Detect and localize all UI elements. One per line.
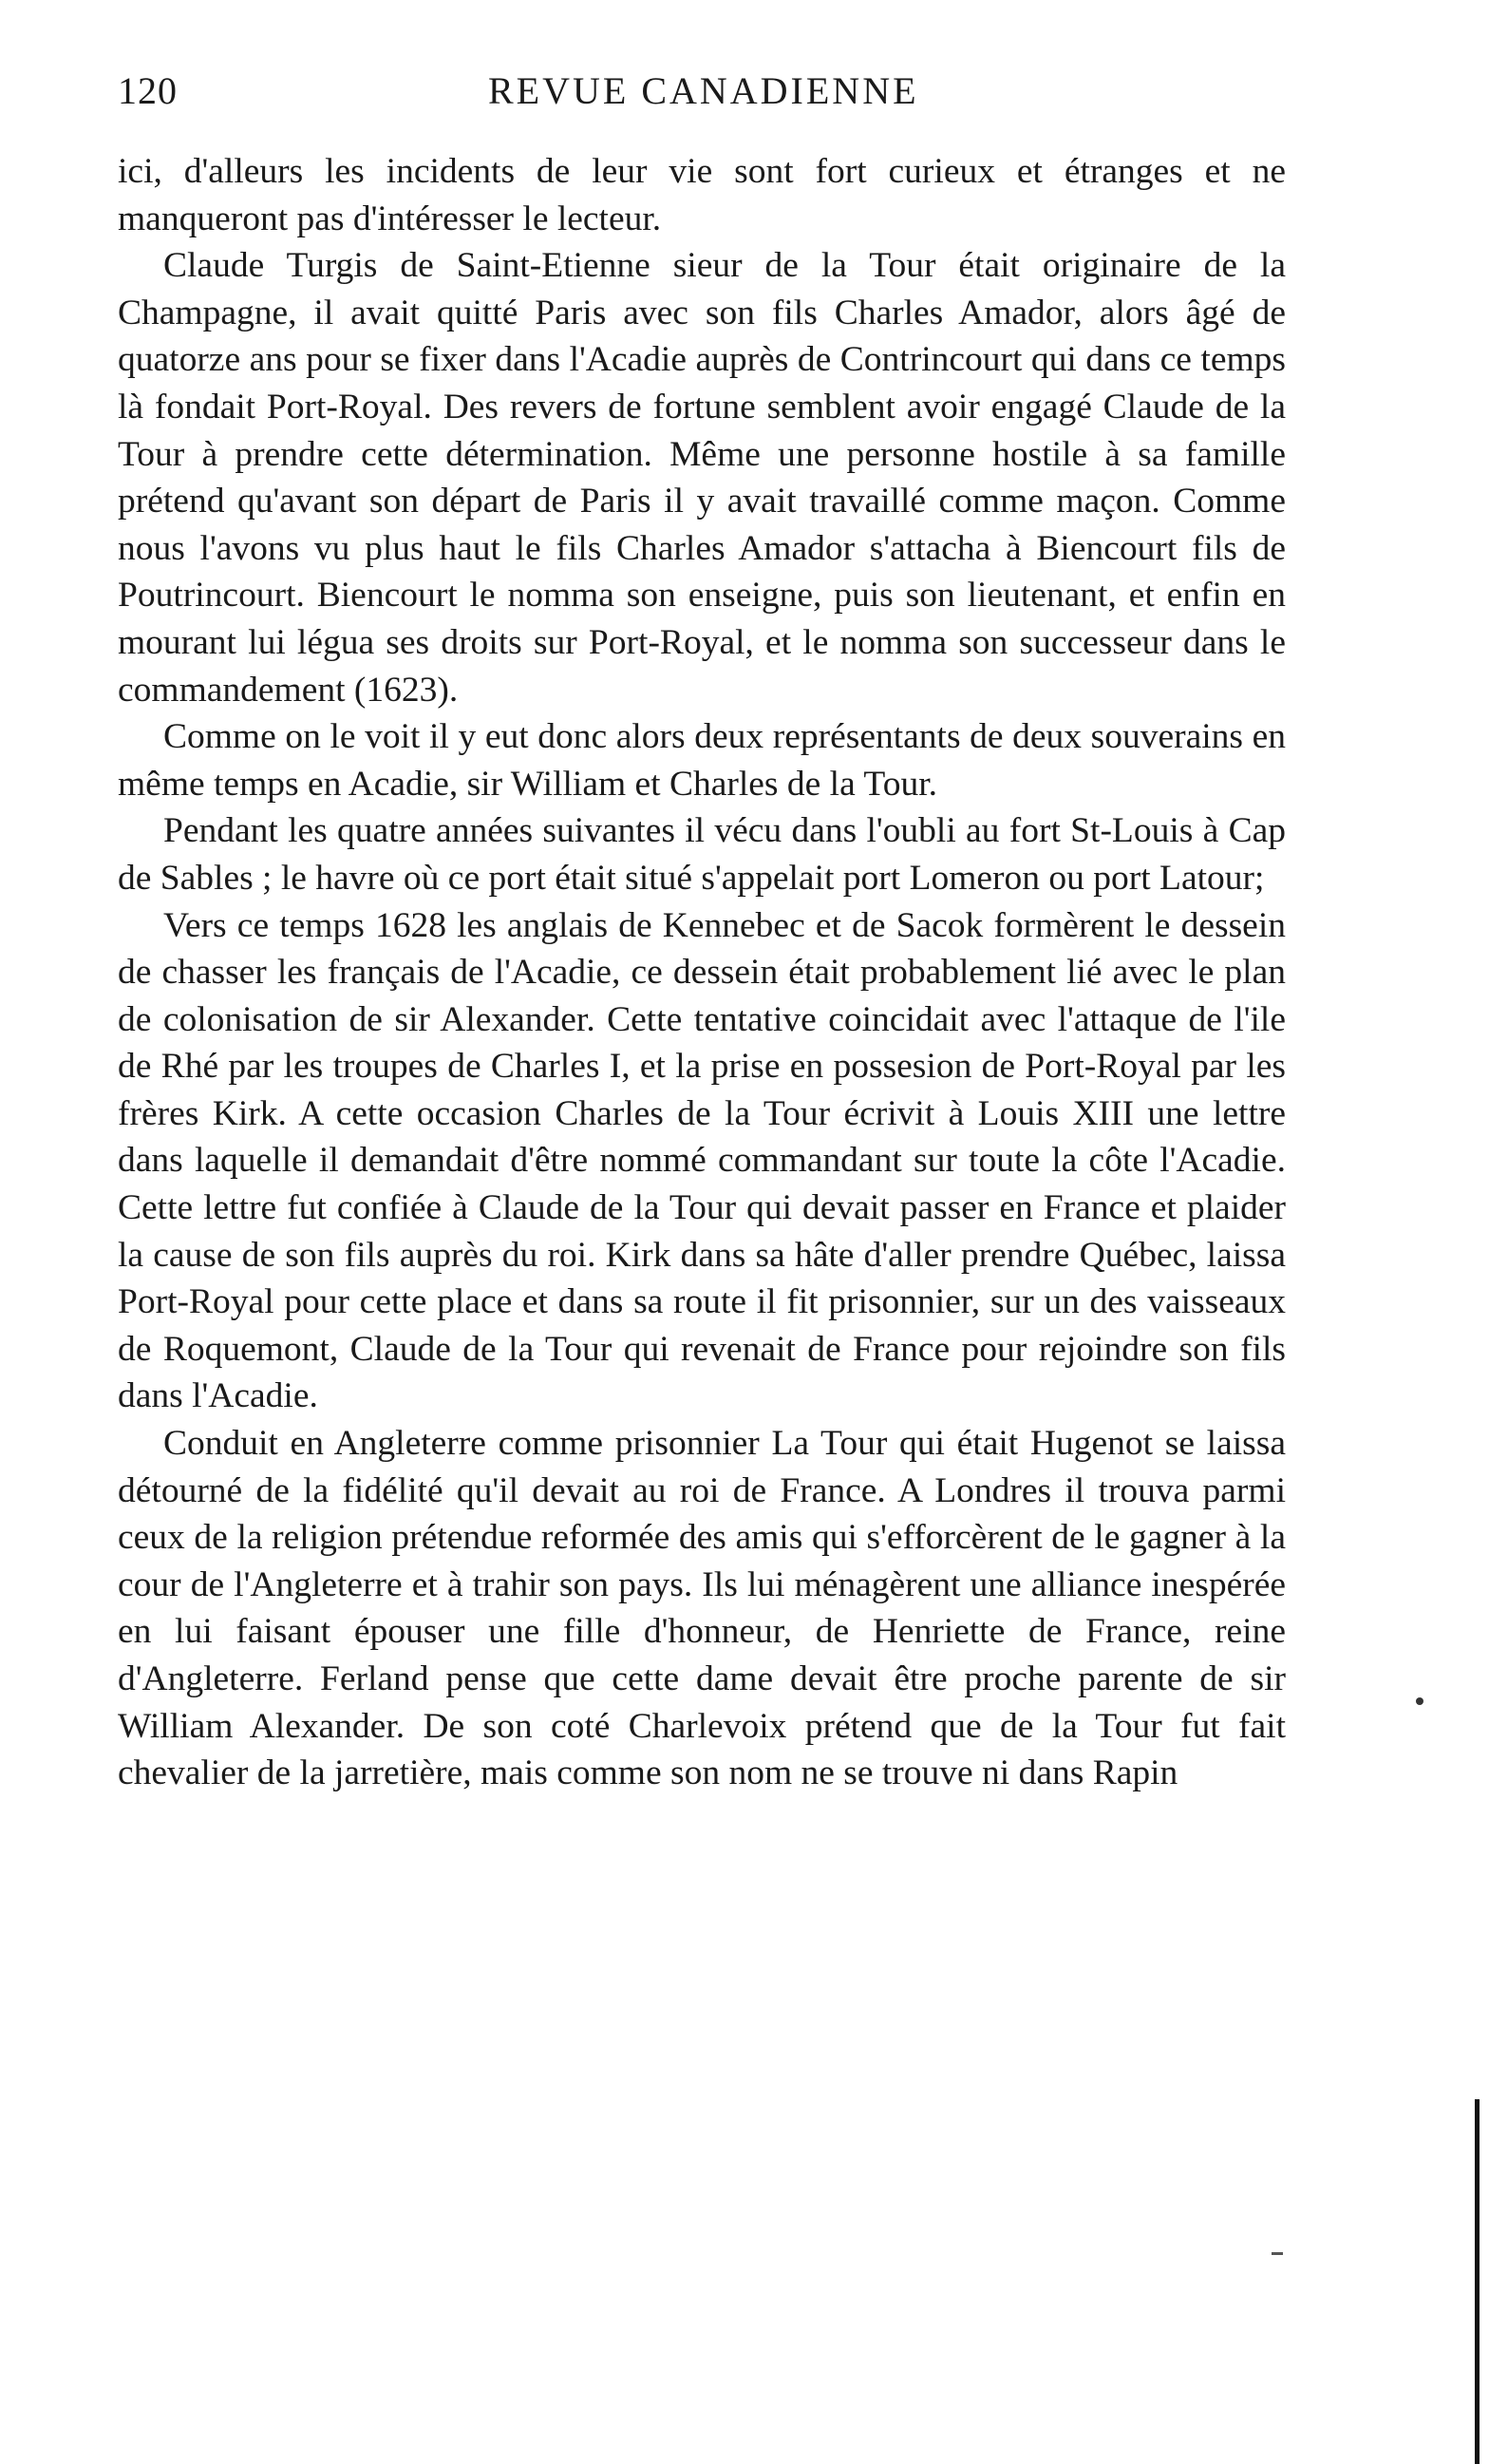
running-head [118, 68, 1286, 125]
paragraph: Pendant les quatre années suivantes il vécu dans l'oubli au fort St-Louis à Cap de Sables ; le havre où ce port était situé s'appelait port Lomeron ou port Latour; [118, 811, 1286, 898]
margin-ink-dash [1272, 2252, 1283, 2255]
margin-ink-dot [1416, 1697, 1423, 1705]
page-edge-shadow [1475, 2099, 1480, 2464]
page-number: 120 [118, 69, 178, 112]
paragraph: Conduit en Angleterre comme prisonnier La Tour qui était Hugenot se laissa détourné de la fidélité qu'il devait au roi de France. A Londres il trouva parmi ceux de la religion prétendue reformée des amis qui s'efforcèrent de le gagner à la cour de l'Angleterre et à trahir son pays. Ils lui ménagèrent une alliance inespérée en lui faisant épouser une fille d'honneur, de Henriette de France, reine d'Angleterre. Ferland pense que cette dame devait être proche parente de sir William Alexander. De son coté Charlevoix prétend que de la Tour fut fait chevalier de la jarretière, mais comme son nom ne se trouve ni dans Rapin [118, 1424, 1286, 1793]
paragraph: ici, d'alleurs les incidents de leur vie sont fort curieux et étranges et ne manqueront pas d'intéresser le lecteur. [118, 152, 1286, 238]
journal-title: REVUE CANADIENNE [488, 69, 919, 112]
paragraph: Claude Turgis de Saint-Etienne sieur de la Tour était originaire de la Champagne, il avait quitté Paris avec son fils Charles Amador, alors âgé de quatorze ans pour se fixer dans l'Acadie auprès de Contrincourt qui dans ce temps là fondait Port-Royal. Des revers de fortune semblent avoir engagé Claude de la Tour à prendre cette détermination. Même une personne hostile à sa famille prétend qu'avant son départ de Paris il y avait travaillé comme maçon. Comme nous l'avons vu plus haut le fils Charles Amador s'attacha à Biencourt fils de Poutrincourt. Biencourt le nomma son enseigne, puis son lieutenant, et enfin en mourant lui légua ses droits sur Port-Royal, et le nomma son successeur dans le commandement (1623). [118, 246, 1286, 710]
paragraph: Comme on le voit il y eut donc alors deux représentants de deux souverains en même temps en Acadie, sir William et Charles de la Tour. [118, 717, 1286, 804]
body-text [118, 148, 1286, 1797]
paragraph: Vers ce temps 1628 les anglais de Kennebec et de Sacok formèrent le dessein de chasser les français de l'Acadie, ce dessein était probablement lié avec le plan de colonisation de sir Alexander. Cette tentative coincidait avec l'attaque de l'ile de Rhé par les troupes de Charles I, et la prise en possesion de Port-Royal par les frères Kirk. A cette occasion Charles de la Tour écrivit à Louis XIII une lettre dans laquelle il demandait d'être nommé commandant sur toute la côte l'Acadie. Cette lettre fut confiée à Claude de la Tour qui devait passer en France et plaider la cause de son fils auprès du roi. Kirk dans sa hâte d'aller prendre Québec, laissa Port-Royal pour cette place et dans sa route il fit prisonnier, sur un des vaisseaux de Roquemont, Claude de la Tour qui revenait de France pour rejoindre son fils dans l'Acadie. [118, 905, 1286, 1416]
